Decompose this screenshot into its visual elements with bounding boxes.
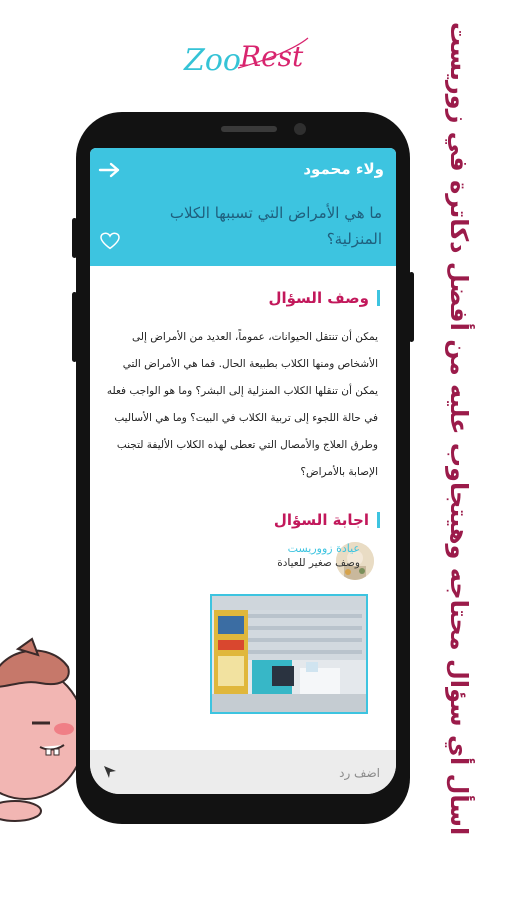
svg-text:Zoo: Zoo [184, 43, 241, 78]
phone-camera [294, 123, 306, 135]
heart-outline-icon[interactable] [100, 232, 120, 250]
phone-side-button [409, 272, 414, 342]
section-bar [377, 512, 380, 528]
clinic-photo-image [212, 596, 366, 712]
section-bar [377, 290, 380, 306]
question-title: ما هي الأمراض التي تسببها الكلاب المنزلية؟ [169, 204, 382, 248]
zoorest-logo [178, 20, 318, 90]
clinic-description: وصف صغير للعيادة [277, 557, 360, 569]
phone-side-button [72, 218, 77, 258]
phone-side-button [72, 292, 77, 362]
section-title: اجابة السؤال [273, 511, 369, 529]
clinic-name[interactable]: عيادة زووريست [287, 542, 360, 555]
phone-speaker [221, 126, 277, 132]
svg-text:Rest: Rest [240, 40, 304, 73]
send-arrow-icon[interactable] [102, 764, 118, 780]
answer-author [277, 542, 360, 569]
question-description: يمكن أن تنتقل الحيوانات، عموماً، العديد من الأمراض إلى الأشخاص ومنها الكلاب بطبيعة الحال. فما هي الأمراض التي يمكن أن تنقلها الكلاب المنزلية إلى البشر؟ وما هو الواجب فعله في حالة اللجوء إلى تربية الكلاب في البيت؟ وما هي الأساليب وطرق العلاج والأمصال التي تعطى لهذه الكلاب الأليفة لتجنب الإصابة بالأمراض؟ [106, 331, 378, 478]
answer-image[interactable] [210, 594, 368, 714]
asker-name: ولاء محمود [303, 160, 384, 178]
phone-frame [76, 112, 410, 824]
app-screen [90, 148, 396, 794]
arrow-right-icon[interactable] [98, 162, 120, 178]
question-header [90, 148, 396, 266]
section-title: وصف السؤال [268, 289, 369, 307]
promo-caption: اسأل أي سؤال محتاجه وهيتجاوب عليه من أفضل دكاترة في زوريست [445, 21, 473, 835]
reply-input[interactable] [130, 760, 382, 786]
question-section-header [268, 288, 380, 308]
answer-section-header [274, 510, 380, 530]
reply-bar [90, 750, 396, 794]
